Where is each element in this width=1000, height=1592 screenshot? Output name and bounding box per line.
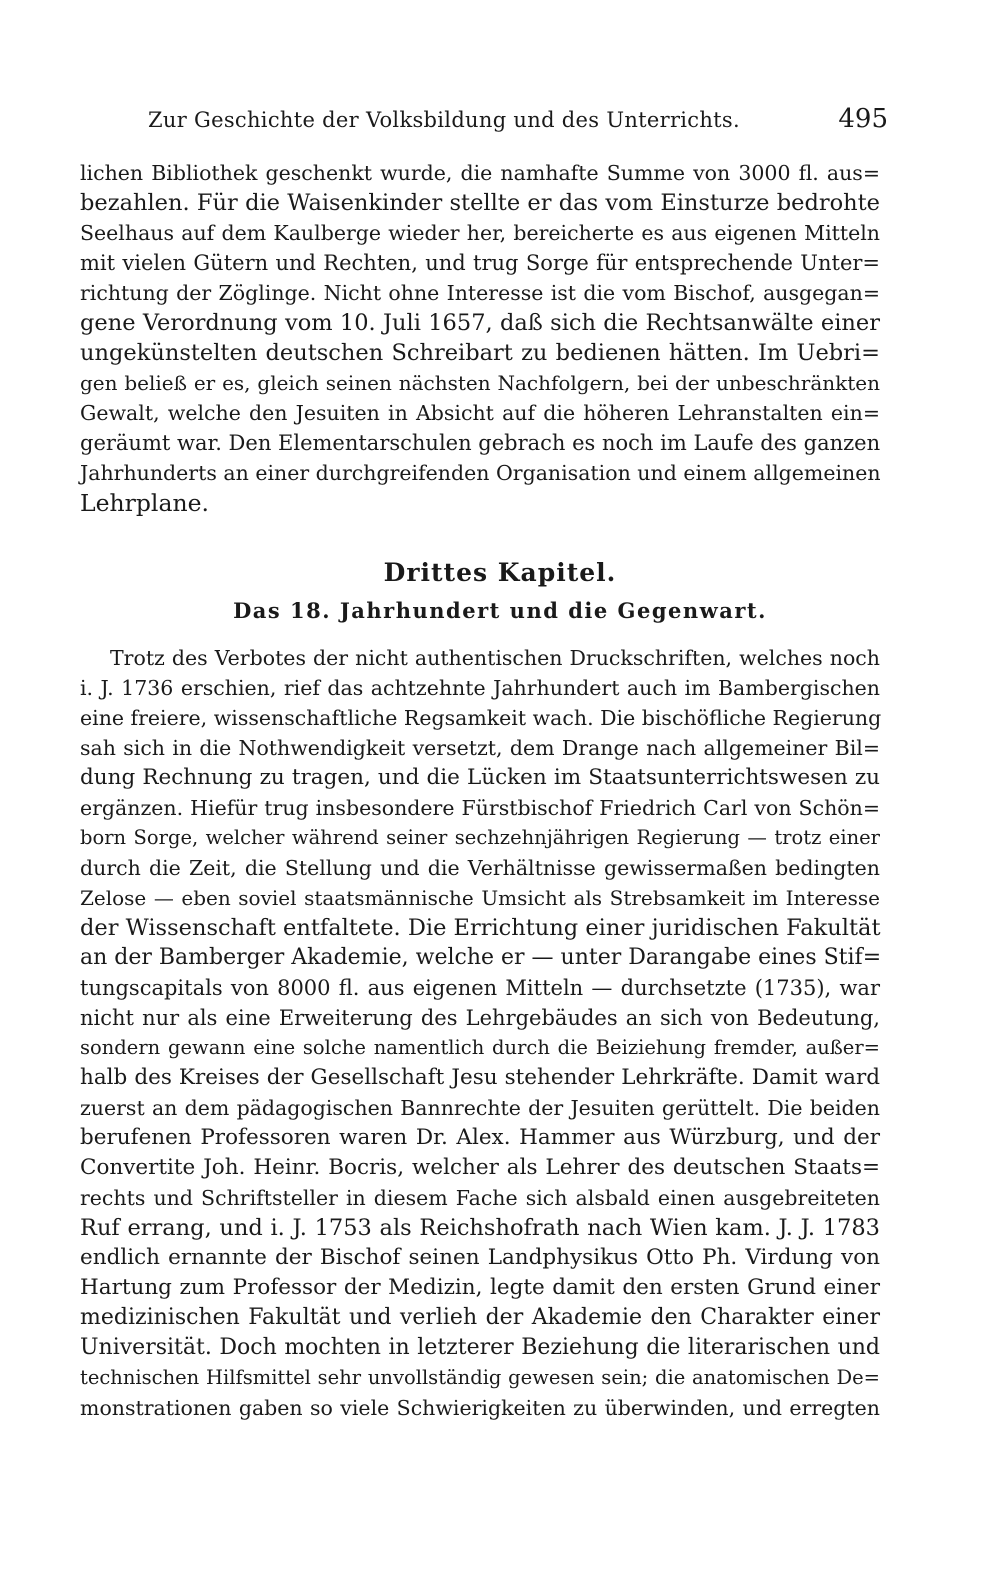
text-line: berufenen Professoren waren Dr. Alex. Hammer aus Würzburg, und der: [80, 1125, 880, 1150]
text-line: tungscapitals von 8000 fl. aus eigenen Mitteln — durchsetzte (1735), war: [80, 976, 880, 1000]
text-line: an der Bamberger Akademie, welche er — unter Darangabe eines Stif=: [80, 945, 882, 970]
text-line: Convertite Joh. Heinr. Bocris, welcher als Lehrer des deutschen Staats=: [80, 1155, 880, 1180]
text-line: Trotz des Verbotes der nicht authentischen Druckschriften, welches noch: [110, 646, 880, 670]
text-line: Hartung zum Professor der Medizin, legte damit den ersten Grund einer: [80, 1275, 880, 1300]
text-line: halb des Kreises der Gesellschaft Jesu stehender Lehrkräfte. Damit ward: [80, 1065, 880, 1090]
running-title: Zur Geschichte der Volksbildung und des Unterrichts.: [148, 108, 740, 132]
text-line: dung Rechnung zu tragen, und die Lücken im Staatsunterrichtswesen zu: [80, 765, 880, 790]
text-line: rechts und Schriftsteller in diesem Fache sich alsbald einen ausgebreiteten: [80, 1186, 880, 1210]
text-line: endlich ernannte der Bischof seinen Landphysikus Otto Ph. Virdung von: [80, 1245, 880, 1270]
text-line: richtung der Zöglinge. Nicht ohne Interesse ist die vom Bischof, ausgegan=: [80, 281, 880, 305]
text-line: geräumt war. Den Elementarschulen gebrach es noch im Laufe des ganzen: [80, 431, 881, 455]
text-line: Ruf errang, und i. J. 1753 als Reichshofrath nach Wien kam. J. J. 1783: [80, 1215, 880, 1241]
text-line: gen beließ er es, gleich seinen nächsten Nachfolgern, bei der unbeschränkten: [80, 371, 880, 395]
text-line: gene Verordnung vom 10. Juli 1657, daß sich die Rechtsanwälte einer: [80, 310, 880, 336]
text-line: ungekünstelten deutschen Schreibart zu bedienen hätten. Im Uebri=: [80, 340, 880, 366]
text-line: Seelhaus auf dem Kaulberge wieder her, bereicherte es aus eigenen Mitteln: [80, 221, 880, 245]
text-line: ergänzen. Hiefür trug insbesondere Fürstbischof Friedrich Carl von Schön=: [80, 796, 880, 820]
text-line: lichen Bibliothek geschenkt wurde, die namhafte Summe von 3000 fl. aus=: [80, 161, 880, 185]
running-header: [80, 104, 888, 138]
text-line: der Wissenschaft entfaltete. Die Errichtung einer juridischen Fakultät: [80, 915, 881, 941]
text-line: technischen Hilfsmittel sehr unvollständig gewesen sein; die anatomischen De=: [80, 1366, 880, 1389]
text-line: mit vielen Gütern und Rechten, und trug Sorge für entsprechende Unter=: [80, 251, 880, 275]
text-line: nicht nur als eine Erweiterung des Lehrgebäudes an sich von Bedeutung,: [80, 1006, 880, 1030]
text-line: zuerst an dem pädagogischen Bannrechte der Jesuiten gerüttelt. Die beiden: [80, 1096, 880, 1120]
text-line: Gewalt, welche den Jesuiten in Absicht auf die höheren Lehranstalten ein=: [80, 401, 880, 425]
chapter-title: Drittes Kapitel.: [383, 558, 617, 587]
text-line: Jahrhunderts an einer durchgreifenden Organisation und einem allgemeinen: [80, 461, 881, 485]
text-line: born Sorge, welcher während seiner sechzehnjährigen Regierung — trotz einer: [80, 826, 880, 849]
text-line: i. J. 1736 erschien, rief das achtzehnte Jahrhundert auch im Bambergischen: [80, 676, 880, 700]
text-line: medizinischen Fakultät und verlieh der Akademie den Charakter einer: [80, 1305, 880, 1330]
text-line: Lehrplane.: [80, 489, 209, 517]
text-line: monstrationen gaben so viele Schwierigkeiten zu überwinden, und erregten: [80, 1396, 880, 1420]
text-line: sondern gewann eine solche namentlich durch die Beiziehung fremder, außer=: [80, 1036, 880, 1059]
text-line: Universität. Doch mochten in letzterer Beziehung die literarischen und: [80, 1335, 880, 1360]
text-line: Zelose — eben soviel staatsmännische Umsicht als Strebsamkeit im Interesse: [80, 886, 880, 910]
page-number: 495: [838, 104, 888, 134]
text-line: bezahlen. Für die Waisenkinder stellte er das vom Einsturze bedrohte: [80, 190, 880, 216]
text-line: durch die Zeit, die Stellung und die Verhältnisse gewissermaßen bedingten: [80, 856, 880, 880]
text-line: eine freiere, wissenschaftliche Regsamkeit wach. Die bischöfliche Regierung: [80, 706, 882, 730]
text-line: sah sich in die Nothwendigkeit versetzt, dem Drange nach allgemeiner Bil=: [80, 736, 880, 760]
chapter-subtitle: Das 18. Jahrhundert und die Gegenwart.: [233, 598, 767, 623]
